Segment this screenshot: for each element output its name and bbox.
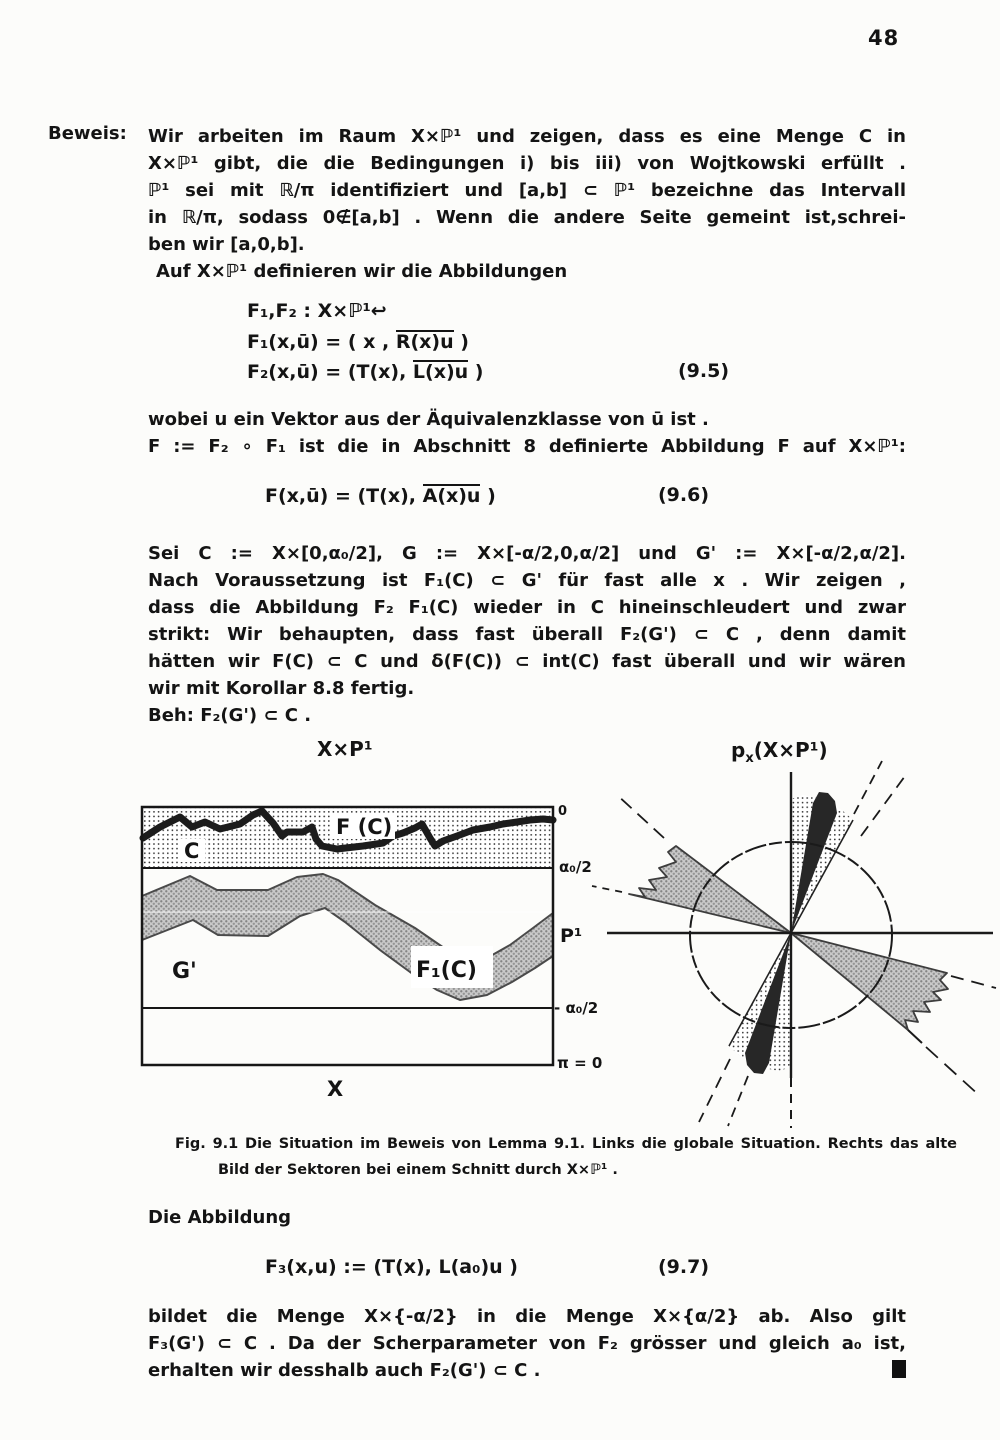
dashed-ray-bottom-1: [699, 1059, 730, 1122]
text-line: erhalten wir desshalb auch F₂(G') ⊂ C .: [148, 1360, 541, 1381]
dashed-ray-top-1: [854, 761, 882, 814]
caption-line: Bild der Sektoren bei einem Schnitt durch X×ℙ¹ .: [218, 1162, 618, 1178]
text-line: strikt: Wir behaupten, dass fast überall F₂(G') ⊂ C , denn damit: [148, 624, 906, 645]
post-intro: Die Abbildung: [148, 1207, 292, 1228]
equation-tag-9-7: (9.7): [658, 1256, 710, 1278]
eq-overline-part: L(x)u: [412, 361, 469, 383]
dashed-ray-bottom-2: [728, 1076, 748, 1126]
text-line: wir mit Korollar 8.8 fertig.: [148, 678, 415, 699]
text-line: dass die Abbildung F₂ F₁(C) wieder in C hineinschleudert und zwar: [148, 597, 906, 618]
text-line: F₃(G') ⊂ C . Da der Scherparameter von F₂ grösser und gleich a₀ ist,: [148, 1333, 906, 1354]
text-line: F := F₂ ∘ F₁ ist die in Abschnitt 8 definierte Abbildung F auf X×ℙ¹:: [148, 436, 906, 457]
eq-part: F₁(x,ū) = ( x ,: [247, 331, 396, 353]
dashed-ray-lower-right: [926, 1047, 981, 1097]
paragraph-3: [148, 540, 906, 729]
equation-9-5-line2: [247, 330, 469, 353]
equation-tag-9-5: (9.5): [678, 360, 730, 382]
G-prime-label: G': [172, 959, 197, 984]
left-panel-title: X×P¹: [317, 737, 373, 761]
tick-neg-alpha-half: - α₀/2: [554, 999, 599, 1017]
FC-label: F (C): [336, 815, 393, 839]
qed-square: [892, 1360, 906, 1378]
dashed-ray-right: [951, 976, 996, 988]
tick-P1: P¹: [560, 925, 583, 947]
figure-caption: [175, 1131, 957, 1183]
text-line: X×ℙ¹ gibt, die die Bedingungen i) bis iii) von Wojtkowski erfüllt .: [148, 153, 906, 174]
equation-9-6: [265, 484, 496, 507]
gray-sector-left: [629, 846, 791, 933]
caption-line: Fig. 9.1 Die Situation im Beweis von Lemma 9.1. Links die globale Situation. Rechts das alte: [175, 1136, 957, 1152]
tick-alpha-half: α₀/2: [559, 858, 592, 876]
text-line: ben wir [a,0,b].: [148, 234, 305, 255]
text-line: Sei C := X×[0,α₀/2], G := X×[-α/2,0,α/2] und G' := X×[-α/2,α/2].: [148, 543, 906, 564]
equation-9-5-line1: F₁,F₂ : X×ℙ¹↩: [247, 300, 387, 322]
right-panel: [592, 738, 996, 1128]
text-line: wobei u ein Vektor aus der Äquivalenzklasse von ū ist .: [148, 409, 709, 430]
dashed-ray-left: [592, 886, 622, 892]
text-line: Beh: F₂(G') ⊂ C .: [148, 705, 312, 726]
equation-9-5-line3: [247, 360, 484, 383]
proof-label: Beweis:: [48, 123, 127, 144]
equation-9-7: F₃(x,u) := (T(x), L(a₀)u ): [265, 1256, 518, 1278]
eq-part: ): [468, 361, 484, 383]
closing-paragraph: [148, 1303, 906, 1384]
right-panel-title: $p_x(X\times P^1)$: [731, 738, 828, 766]
tick-zero: 0: [558, 804, 568, 819]
dashed-ray-upper-left: [616, 794, 664, 838]
equation-tag-9-6: (9.6): [658, 484, 710, 506]
text-line: in ℝ/π, sodass 0∉[a,b] . Wenn die andere Seite gemeint ist,schrei-: [148, 207, 906, 228]
text-line: Wir arbeiten im Raum X×ℙ¹ und zeigen, dass es eine Menge C in: [148, 126, 906, 147]
F1C-label: F₁(C): [416, 958, 477, 983]
eq-part: ): [480, 485, 496, 507]
eq-part: F(x,ū) = (T(x),: [265, 485, 423, 507]
paragraph-1: [148, 123, 906, 285]
figure-9-1: [0, 725, 1000, 1137]
text-line: Nach Voraussetzung ist F₁(C) ⊂ G' für fast alle x . Wir zeigen ,: [148, 570, 906, 591]
page-number: 48: [868, 26, 900, 50]
eq-part: ): [453, 331, 469, 353]
paragraph-2: [148, 406, 906, 460]
C-label: C: [184, 839, 200, 863]
text-line: ℙ¹ sei mit ℝ/π identifiziert und [a,b] ⊂ ℙ¹ bezeichne das Intervall: [148, 180, 906, 201]
sector-edge-tail: [908, 1030, 922, 1043]
dashed-ray-top-2: [861, 772, 908, 836]
text-line: Auf X×ℙ¹ definieren wir die Abbildungen: [156, 261, 568, 282]
x-axis-label: X: [327, 1077, 344, 1101]
tick-pi-zero: π = 0: [557, 1054, 603, 1072]
eq-overline-part: R(x)u: [395, 331, 454, 353]
text-line: hätten wir F(C) ⊂ C und δ(F(C)) ⊂ int(C) fast überall und wir wären: [148, 651, 906, 672]
eq-overline-part: A(x)u: [422, 485, 481, 507]
left-panel: [142, 737, 602, 1101]
gray-sector-right: [791, 933, 948, 1030]
text-line: bildet die Menge X×{-α/2} in die Menge X×{α/2} ab. Also gilt: [148, 1306, 906, 1327]
eq-part: F₂(x,ū) = (T(x),: [247, 361, 413, 383]
